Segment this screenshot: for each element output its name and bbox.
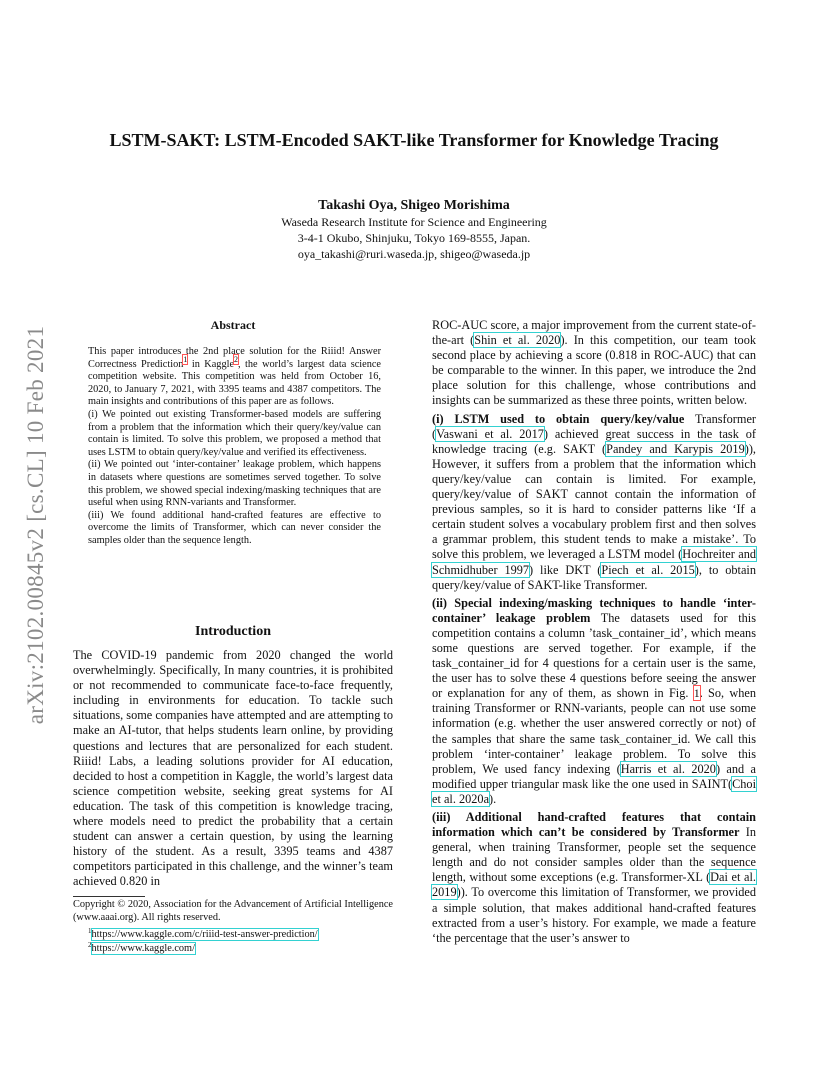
citation-link[interactable]: Choi et al. 2020a [432, 776, 756, 806]
footnote-ref-1[interactable]: 1 [183, 355, 188, 365]
contribution-3-heading: (iii) Additional hand-crafted features that contain information which can’t be considered by Transformer [432, 810, 756, 840]
abstract-body [88, 346, 381, 548]
abstract-heading: Abstract [210, 318, 256, 332]
footnote-1: $^1$https://www.kaggle.com/c/riiid-test-answer-prediction/ [88, 927, 318, 941]
footnote-2: $^2$https://www.kaggle.com/ [88, 941, 195, 955]
citation-link[interactable]: Harris et al. 2020 [620, 761, 716, 776]
abstract-paragraph-4: (iii) We found additional hand-crafted features are effective to overcome the limits of Transformer, which can never consider the samples older than the sequence length. [88, 509, 381, 546]
footnote-2-link[interactable]: https://www.kaggle.com/ [91, 943, 195, 955]
contributions-intro-paragraph: ROC-AUC score, a major improvement from the current state-of-the-art (Shin et al. 2020). In this competition, our team took second place by achieving a score (0.818 in ROC-AUC) that can be comparable to the winner. In this paper, we introduce the 2nd place solution for this challenge, whose contributions and insights can be summarized as these three points, written below. [432, 318, 757, 408]
citation-link[interactable]: Dai et al. 2019 [432, 870, 756, 900]
citation-link[interactable]: Shin et al. 2020 [474, 333, 561, 348]
contribution-3-paragraph: (iii) Additional hand-crafted features that contain information which can’t be considered by Transformer In general, when training Transformer, people set the sequence length and do not consider samples older than the sequence length, without some exceptions (e.g. Transformer-XL (Dai et al. 2019)). To overcome this limitation of Transformer, we provided a simple solution, that makes additional hand-crafted features extracted from a user’s history. For example, we made a feature ‘the percentage that the user’s answer to [432, 810, 757, 945]
abstract-paragraph-2: (i) We pointed out existing Transformer-based models are suffering from a problem that the information which their query/key/value can contain is limited. To solve this problem, we proposed a method that uses LSTM to obtain query/key/value and verified its effectiveness. [88, 408, 381, 458]
introduction-body: The COVID-19 pandemic from 2020 changed the world overwhelmingly. Specifically, In many countries, it is prohibited or not recommended to communicate face-to-face frequently, including in environments for education. To tackle such situations, some companies have attempted and are attempting to make an AI-tutor, that helps students learn online, by providing questions and lectures that are personalized for each student. Riiid! Labs, a leading solutions provider for AI education, decided to host a competition in Kaggle, the world’s largest data science competition website, seeking great systems for AI education. The task of this competition is knowledge tracing, where models need to predict the probability that a certain student can answer a certain question, by using the learning history of the student. As a result, 3395 teams and 4387 competitors participated in this challenge, and the winner’s team achieved 0.820 in [73, 648, 393, 889]
copyright-notice: Copyright © 2020, Association for the Advancement of Artificial Intelligence (www.aaai.org). All rights reserved. [73, 899, 393, 923]
arxiv-id-text: arXiv:2102.00845v2 [cs.CL] 10 Feb 2021 [23, 325, 48, 725]
footnote-1-link[interactable]: https://www.kaggle.com/c/riiid-test-answer-prediction/ [91, 929, 318, 941]
right-column-body [432, 318, 756, 949]
contribution-1-paragraph: (i) LSTM used to obtain query/key/value Transformer (Vaswani et al. 2017) achieved great success in the task of knowledge tracing (e.g. SAKT (Pandey and Karypis 2019)), However, it suffers from a problem that the information which query/key/value can contain is limited. For example, query/key/value of SAKT cannot contain the information of previous samples, so it is hard to consider patterns like ‘If a certain student solves a vocabulary problem first and then solves a grammar problem, this student tends to make a mistake’. To solve this problem, we leveraged a LSTM model (Hochreiter and Schmidhuber 1997) like DKT (Piech et al. 2015), to obtain query/key/value of SAKT-like Transformer. [432, 411, 757, 592]
contribution-2-paragraph: (ii) Special indexing/masking techniques to handle ‘inter-container’ leakage problem The datasets used for this competition contains a column ’task_container_id’, which means some questions are served together. For example, if the task_container_id for 4 questions for a certain user is the same, the user has to solve these 4 questions before seeing the answer or explanation for any of them, as shown in Fig. 1. So, when training Transformer or RNN-variants, people can not use some information (e.g. whether the user answered correctly or not) of the samples that share the same task_container_id. We call this problem ‘inter-container’ leakage problem. To solve this problem, We used fancy indexing (Harris et al. 2020) and a modified upper triangular mask like the one used in SAINT(Choi et al. 2020a). [432, 595, 757, 806]
paper-title: LSTM-SAKT: LSTM-Encoded SAKT-like Transformer for Knowledge Tracing [109, 130, 719, 150]
abstract-paragraph-3: (ii) We pointed out ‘inter-container’ leakage problem, which happens in datasets where questions are sometimes served together. To solve this problem, we showed special indexing/masking techniques that are useful when using RNN-variants and Transformer. [88, 459, 381, 509]
citation-link[interactable]: Pandey and Karypis 2019 [606, 441, 745, 456]
affiliation-line-1: Waseda Research Institute for Science and Engineering [281, 215, 547, 229]
footnote-rule [73, 896, 145, 897]
citation-link[interactable]: Hochreiter and Schmidhuber 1997 [432, 547, 756, 577]
contribution-1-heading: (i) LSTM used to obtain query/key/value [432, 411, 685, 426]
introduction-heading: Introduction [195, 624, 271, 639]
contribution-2-heading: (ii) Special indexing/masking techniques to handle ‘inter-container’ leakage problem [432, 595, 756, 625]
figure-ref-link[interactable]: 1 [693, 686, 700, 701]
affiliation-line-2: 3-4-1 Okubo, Shinjuku, Tokyo 169-8555, Japan. [297, 231, 531, 245]
abstract-paragraph-1: This paper introduces the 2nd place solution for the Riiid! Answer Correctness Prediction$^1$ in Kaggle$^2$, the world’s largest data science competition website. This competition was held from October 16, 2020, to January 7, 2021, with 3395 teams and 4387 competitors. The main insights and contributions of this paper are as follows. [88, 346, 381, 408]
affiliation-emails: oya_takashi@ruri.waseda.jp, shigeo@waseda.jp [297, 247, 531, 261]
citation-link[interactable]: Vaswani et al. 2017 [436, 426, 544, 441]
paper-authors: Takashi Oya, Shigeo Morishima [318, 198, 510, 213]
footnote-ref-2[interactable]: 2 [234, 355, 239, 365]
citation-link[interactable]: Piech et al. 2015 [601, 562, 695, 577]
arxiv-identifier-stamp [25, 290, 47, 760]
